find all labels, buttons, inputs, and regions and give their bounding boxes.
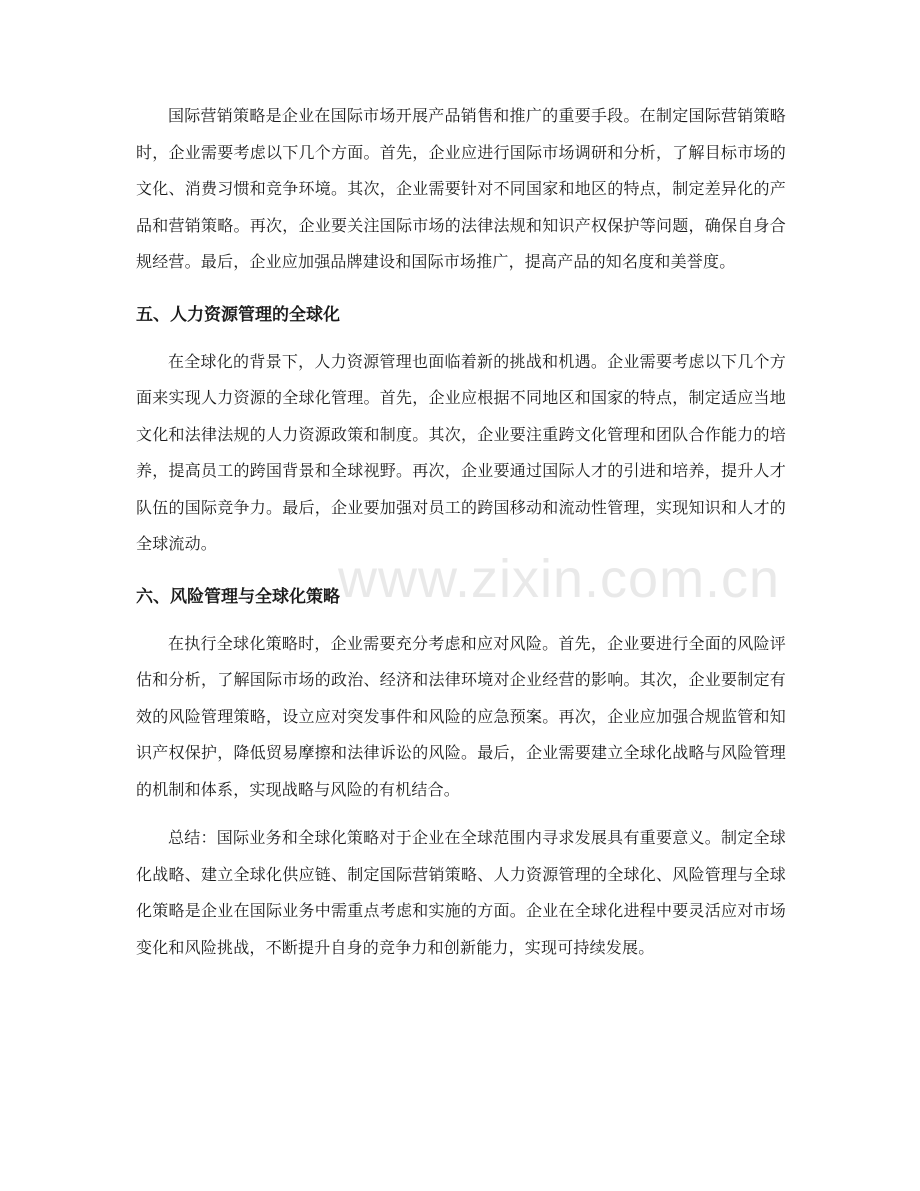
paragraph-international-marketing: 国际营销策略是企业在国际市场开展产品销售和推广的重要手段。在制定国际营销策略时，企业需要考虑以下几个方面。首先，企业应进行国际市场调研和分析，了解目标市场的文化、消费习惯和竞争环境。其次，企业需要针对不同国家和地区的特点，制定差异化的产品和营销策略。再次，企业要关注国际市场的法律法规和知识产权保护等问题，确保自身合规经营。最后，企业应加强品牌建设和国际市场推广，提高产品的知名度和美誉度。 <box>136 106 786 271</box>
paragraph-summary: 总结：国际业务和全球化策略对于企业在全球范围内寻求发展具有重要意义。制定全球化战略、建立全球化供应链、制定国际营销策略、人力资源管理的全球化、风险管理与全球化策略是企业在国际业务中需重点考虑和实施的方面。企业在全球化进程中要灵活应对市场变化和风险挑战，不断提升自身的竞争力和创新能力，实现可持续发展。 <box>136 828 786 957</box>
section-heading-risk-management: 六、风险管理与全球化策略 <box>136 586 340 607</box>
document-page <box>136 98 786 966</box>
section-heading-hr-globalization: 五、人力资源管理的全球化 <box>136 304 340 325</box>
watermark: www.zixin.com.cn <box>338 549 781 609</box>
paragraph-risk-management: 在执行全球化策略时，企业需要充分考虑和应对风险。首先，企业要进行全面的风险评估和分析，了解国际市场的政治、经济和法律环境对企业经营的影响。其次，企业要制定有效的风险管理策略，设立应对突发事件和风险的应急预案。再次，企业应加强合规监管和知识产权保护，降低贸易摩擦和法律诉讼的风险。最后，企业需要建立全球化战略与风险管理的机制和体系，实现战略与风险的有机结合。 <box>136 633 786 799</box>
paragraph-hr-globalization: 在全球化的背景下，人力资源管理也面临着新的挑战和机遇。企业需要考虑以下几个方面来实现人力资源的全球化管理。首先，企业应根据不同地区和国家的特点，制定适应当地文化和法律法规的人力资源政策和制度。其次，企业要注重跨文化管理和团队合作能力的培养，提高员工的跨国背景和全球视野。再次，企业要通过国际人才的引进和培养，提升人才队伍的国际竞争力。最后，企业要加强对员工的跨国移动和流动性管理，实现知识和人才的全球流动。 <box>136 351 786 553</box>
